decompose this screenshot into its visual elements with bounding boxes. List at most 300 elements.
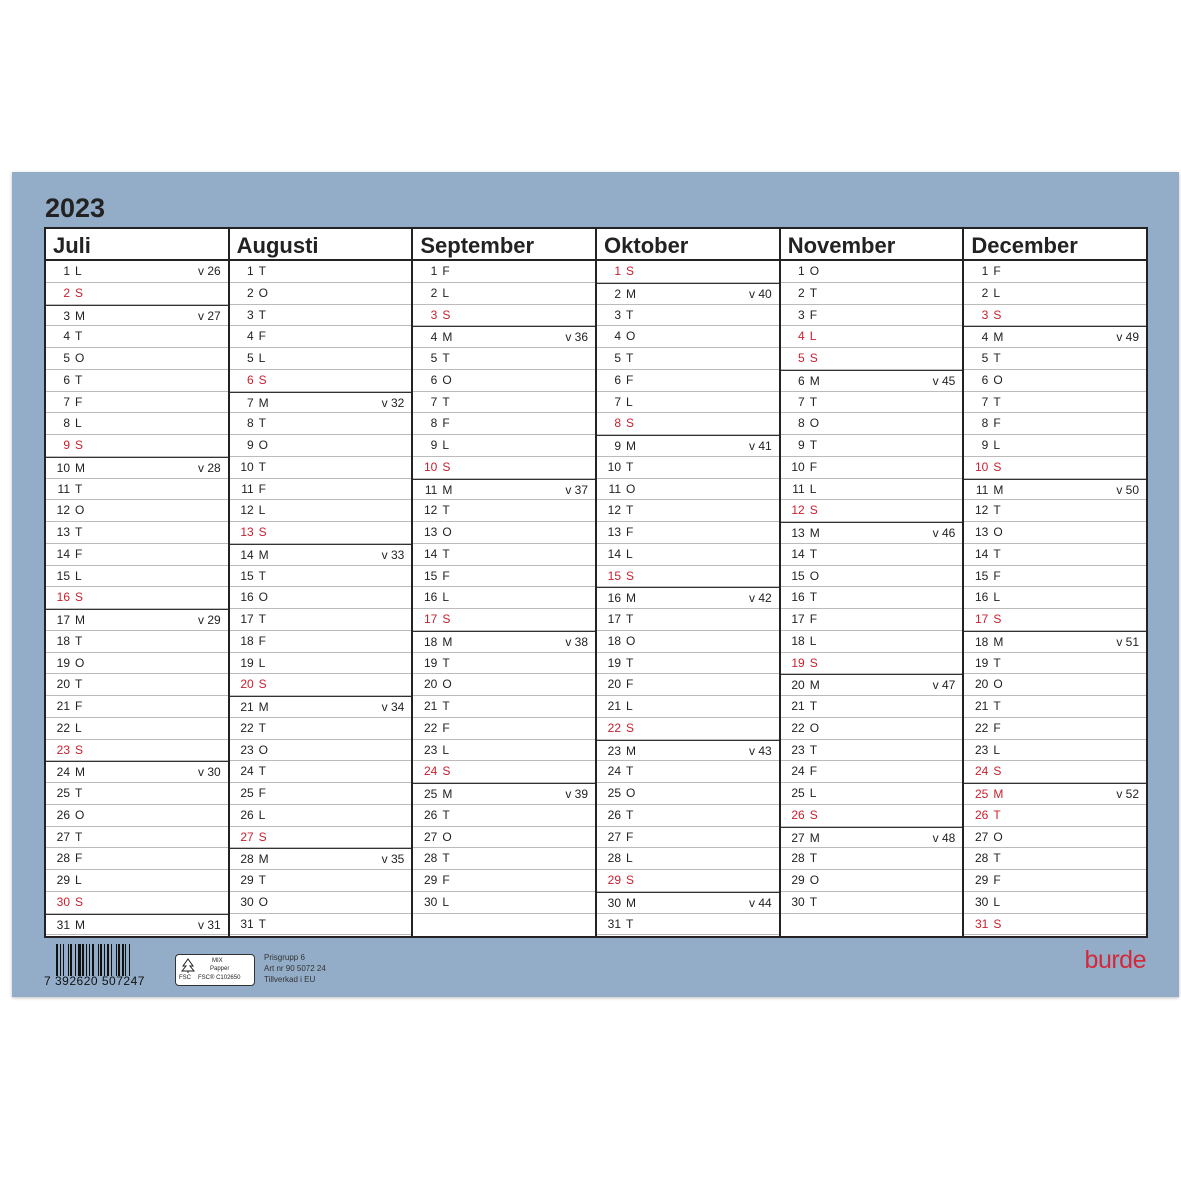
barcode-bar [116, 944, 117, 976]
weekday-letter: T [626, 655, 634, 670]
day-number: 10 [56, 460, 70, 475]
weekday-letter: M [809, 830, 820, 845]
day-row [781, 740, 963, 762]
weekday-letter: F [626, 677, 634, 692]
day-number: 8 [63, 416, 70, 431]
day-number: 21 [791, 699, 805, 713]
day-number: 23 [423, 742, 438, 757]
weekday-letter: L [75, 264, 82, 278]
day-row [781, 653, 963, 675]
weekday-letter: L [626, 394, 633, 409]
day-row [413, 392, 595, 414]
fsc-brand: FSC [179, 975, 191, 981]
weekday-letter: F [809, 764, 818, 779]
weekday-letter: M [258, 395, 269, 410]
day-number: 4 [246, 329, 254, 344]
day-row [781, 370, 963, 392]
weekday-letter: S [75, 590, 84, 605]
week-number: v 27 [197, 308, 221, 323]
day-row [230, 696, 412, 718]
day-row [230, 653, 412, 675]
weekday-letter: S [626, 873, 635, 887]
day-number: 26 [791, 807, 805, 822]
weekday-letter: M [442, 634, 453, 649]
weekday-letter: F [993, 720, 1001, 735]
month-column-oktober [595, 229, 779, 936]
day-number: 28 [240, 852, 254, 867]
weekday-letter: F [75, 699, 83, 713]
day-number: 9 [798, 438, 805, 452]
info-line: Prisgrupp 6 [264, 953, 305, 962]
barcode-bar [104, 944, 105, 976]
day-number: 2 [246, 285, 254, 300]
day-number: 3 [246, 307, 254, 322]
day-row [781, 413, 963, 435]
day-row [964, 261, 1146, 283]
day-row [781, 631, 963, 653]
day-number: 25 [423, 787, 438, 801]
day-number: 7 [63, 394, 70, 409]
day-number: 30 [607, 895, 622, 910]
weekday-letter: M [809, 526, 820, 540]
day-row [46, 500, 228, 522]
day-number: 3 [63, 308, 70, 323]
day-row [230, 718, 412, 740]
day-row [597, 392, 779, 414]
week-number: v 38 [565, 634, 589, 649]
day-number: 3 [798, 307, 805, 322]
day-row [413, 479, 595, 501]
weekday-letter: O [442, 525, 452, 539]
weekday-letter: L [75, 720, 82, 735]
day-row [781, 696, 963, 718]
day-number: 28 [423, 851, 438, 866]
weekday-letter: O [75, 503, 85, 518]
day-number: 20 [607, 677, 622, 692]
weekday-letter: F [75, 394, 83, 409]
day-number: 21 [56, 699, 70, 713]
day-number: 26 [423, 807, 438, 822]
weekday-letter: O [626, 633, 636, 648]
day-row [413, 305, 595, 327]
week-number: v 44 [749, 895, 772, 910]
day-number: 25 [240, 786, 254, 800]
day-row [964, 631, 1146, 653]
day-number: 19 [791, 655, 805, 670]
weekday-letter: M [993, 482, 1004, 497]
month-column-augusti [228, 229, 412, 936]
day-number: 24 [975, 764, 989, 779]
weekday-letter: S [75, 438, 84, 452]
barcode-bar [86, 944, 87, 976]
weekday-letter: M [75, 765, 85, 780]
weekday-letter: M [258, 852, 269, 867]
day-row [46, 370, 228, 392]
day-number: 25 [791, 786, 805, 800]
day-number: 7 [981, 394, 989, 409]
day-row [964, 587, 1146, 609]
day-row [413, 457, 595, 479]
weekday-letter: T [442, 351, 450, 365]
day-row [230, 870, 412, 892]
day-row [413, 740, 595, 762]
day-number: 20 [240, 677, 254, 692]
day-number: 28 [791, 851, 805, 866]
weekday-letter: S [258, 829, 267, 844]
day-row [964, 848, 1146, 870]
weekday-letter: O [993, 372, 1003, 387]
day-row [230, 392, 412, 414]
info-line: Tillverkad i EU [264, 975, 316, 984]
day-number: 17 [607, 612, 622, 626]
fsc-paper: Papper [210, 966, 230, 972]
day-row [781, 457, 963, 479]
day-number: 8 [430, 416, 438, 431]
weekday-letter: S [258, 525, 267, 539]
weekday-letter: T [809, 851, 818, 866]
day-number: 19 [423, 655, 438, 670]
day-number: 29 [607, 873, 622, 887]
day-number: 9 [246, 438, 254, 452]
day-row [597, 370, 779, 392]
day-number: 18 [975, 634, 989, 649]
day-row [413, 544, 595, 566]
day-number: 6 [246, 372, 254, 387]
day-row [964, 870, 1146, 892]
day-number: 12 [56, 503, 70, 518]
month-grid [44, 227, 1148, 938]
fsc-code: FSC® C102650 [198, 975, 241, 981]
day-number: 26 [240, 807, 254, 822]
day-row [964, 827, 1146, 849]
day-row [230, 761, 412, 783]
day-number: 20 [56, 677, 70, 692]
day-number: 12 [975, 503, 989, 518]
day-row [46, 544, 228, 566]
weekday-letter: O [809, 264, 820, 278]
day-row [230, 631, 412, 653]
weekday-letter: T [258, 916, 267, 931]
weekday-letter: T [442, 546, 450, 561]
day-row [781, 479, 963, 501]
day-number: 30 [56, 894, 70, 909]
day-number: 15 [975, 568, 989, 583]
weekday-letter: T [809, 894, 818, 909]
day-number: 15 [240, 568, 254, 583]
weekday-letter: F [442, 720, 450, 735]
day-number: 2 [63, 285, 70, 300]
month-column-juli [46, 229, 228, 936]
day-row [964, 283, 1146, 305]
day-row [413, 609, 595, 631]
weekday-letter: T [75, 677, 83, 692]
weekday-letter: F [993, 568, 1001, 583]
burde-logo: burde [1084, 946, 1146, 974]
weekday-letter: T [809, 438, 818, 452]
week-number: v 33 [381, 547, 405, 562]
month-name: December [964, 229, 1146, 261]
day-row [597, 696, 779, 718]
barcode-bar [122, 944, 124, 976]
weekday-letter: S [75, 742, 84, 757]
day-number: 16 [975, 590, 989, 605]
day-number: 8 [246, 416, 254, 431]
weekday-letter: L [993, 590, 1001, 605]
day-row [230, 848, 412, 870]
week-number: v 29 [197, 613, 221, 627]
barcode [44, 944, 156, 988]
day-number: 7 [798, 394, 805, 409]
day-row [781, 870, 963, 892]
day-number: 1 [614, 264, 622, 278]
week-number: v 28 [197, 460, 221, 475]
weekday-letter: T [809, 590, 818, 605]
day-number: 3 [614, 307, 622, 322]
weekday-letter: S [993, 612, 1002, 626]
day-row [230, 566, 412, 588]
weekday-letter: O [442, 677, 452, 692]
day-number: 8 [798, 416, 805, 431]
day-row [230, 609, 412, 631]
day-row [230, 457, 412, 479]
day-number: 24 [240, 764, 254, 779]
weekday-letter: T [993, 394, 1001, 409]
day-row [964, 305, 1146, 327]
day-number: 11 [608, 481, 622, 496]
day-row [413, 435, 595, 457]
week-number: v 39 [565, 787, 589, 801]
weekday-letter: M [993, 634, 1004, 649]
day-number: 16 [423, 590, 438, 605]
day-number: 5 [246, 351, 254, 365]
week-number: v 46 [932, 526, 956, 540]
day-row [413, 892, 595, 914]
day-row [413, 718, 595, 740]
day-row [597, 326, 779, 348]
day-number: 29 [240, 873, 254, 887]
week-number: v 34 [381, 700, 405, 714]
weekday-letter: T [442, 699, 450, 713]
day-number: 21 [240, 700, 254, 714]
weekday-letter: T [809, 285, 818, 300]
weekday-letter: T [626, 307, 634, 322]
weekday-letter: T [258, 307, 267, 322]
day-row [964, 653, 1146, 675]
day-number: 5 [430, 351, 438, 365]
day-number: 9 [430, 438, 438, 452]
day-number: 17 [975, 612, 989, 626]
day-row [597, 718, 779, 740]
day-number: 27 [975, 829, 989, 844]
day-row [781, 587, 963, 609]
day-row [597, 305, 779, 327]
weekday-letter: T [993, 851, 1001, 866]
weekday-letter: T [442, 807, 450, 822]
weekday-letter: S [75, 894, 84, 909]
weekday-letter: L [993, 742, 1001, 757]
day-row [597, 805, 779, 827]
day-row [964, 544, 1146, 566]
barcode-bar [125, 944, 126, 976]
day-row [964, 761, 1146, 783]
day-number: 17 [791, 612, 805, 626]
day-row [597, 674, 779, 696]
day-row [46, 674, 228, 696]
weekday-letter: F [258, 633, 267, 648]
weekday-letter: S [626, 720, 635, 735]
day-number: 30 [975, 894, 989, 909]
week-number: v 51 [1116, 634, 1140, 649]
weekday-letter: T [442, 655, 450, 670]
day-number: 1 [63, 264, 70, 278]
weekday-letter: F [442, 264, 450, 278]
weekday-letter: O [809, 416, 820, 431]
weekday-letter: S [626, 416, 635, 431]
weekday-letter: O [442, 829, 452, 844]
day-number: 9 [63, 438, 70, 452]
day-row [597, 653, 779, 675]
day-row [46, 566, 228, 588]
weekday-letter: M [809, 678, 820, 693]
barcode-bar [100, 944, 102, 976]
weekday-letter: S [809, 807, 818, 822]
weekday-letter: T [442, 394, 450, 409]
day-number: 19 [975, 655, 989, 670]
weekday-letter: T [809, 546, 818, 561]
day-row [230, 522, 412, 544]
day-row [413, 761, 595, 783]
day-number: 31 [607, 916, 622, 931]
weekday-letter: T [626, 351, 634, 365]
day-number: 6 [63, 372, 70, 387]
day-number: 20 [975, 677, 989, 692]
day-row [46, 348, 228, 370]
day-row [46, 305, 228, 327]
day-number: 21 [423, 699, 438, 713]
weekday-letter: T [75, 633, 83, 648]
weekday-letter: L [442, 590, 450, 605]
weekday-letter: O [993, 829, 1003, 844]
day-row [964, 413, 1146, 435]
day-row [230, 500, 412, 522]
barcode-bar [68, 944, 69, 976]
month-name: Oktober [597, 229, 779, 261]
day-number: 22 [56, 720, 70, 735]
day-number: 14 [56, 546, 70, 561]
day-row [46, 805, 228, 827]
day-row [781, 261, 963, 283]
weekday-letter: T [626, 916, 634, 931]
week-number: v 47 [932, 678, 956, 693]
day-number: 6 [798, 373, 805, 388]
weekday-letter: O [258, 742, 269, 757]
info-line: Art nr 90 5072 24 [264, 964, 326, 973]
day-number: 27 [607, 829, 622, 844]
day-row [413, 500, 595, 522]
day-row [597, 500, 779, 522]
day-number: 26 [56, 807, 70, 822]
weekday-letter: S [993, 307, 1002, 322]
day-number: 2 [981, 285, 989, 300]
day-number: 12 [791, 503, 805, 518]
day-number: 1 [246, 264, 254, 278]
weekday-letter: T [258, 416, 267, 431]
weekday-letter: L [809, 786, 817, 800]
day-number: 18 [240, 633, 254, 648]
day-number: 1 [981, 264, 989, 278]
day-row [230, 413, 412, 435]
day-number: 9 [614, 439, 622, 453]
weekday-letter: S [993, 764, 1002, 779]
weekday-letter: O [258, 285, 269, 300]
day-row [597, 566, 779, 588]
fsc-mix: MIX [212, 958, 223, 964]
weekday-letter: M [258, 700, 269, 714]
day-row [781, 718, 963, 740]
day-row [413, 870, 595, 892]
week-number: v 37 [565, 482, 589, 497]
day-number: 28 [975, 851, 989, 866]
day-number: 27 [240, 829, 254, 844]
day-number: 11 [975, 482, 989, 497]
weekday-letter: O [626, 481, 636, 496]
day-number: 28 [56, 851, 70, 866]
day-number: 3 [430, 307, 438, 322]
weekday-letter: S [442, 307, 451, 322]
day-row [964, 805, 1146, 827]
day-row [964, 479, 1146, 501]
day-number: 4 [63, 329, 70, 344]
day-row [964, 718, 1146, 740]
day-number: 16 [607, 591, 622, 606]
day-row [597, 740, 779, 762]
day-row [230, 479, 412, 501]
barcode-bar [75, 944, 76, 976]
day-number: 2 [430, 285, 438, 300]
weekday-letter: T [75, 372, 83, 387]
day-row [781, 783, 963, 805]
day-number: 23 [791, 742, 805, 757]
day-number: 9 [981, 438, 989, 452]
week-number: v 40 [749, 286, 772, 301]
weekday-letter: T [258, 720, 267, 735]
day-number: 30 [240, 894, 254, 909]
weekday-letter: F [442, 873, 450, 887]
day-row [597, 761, 779, 783]
day-row [230, 261, 412, 283]
weekday-letter: T [75, 481, 83, 496]
day-number: 5 [981, 351, 989, 365]
day-row [781, 566, 963, 588]
weekday-letter: L [626, 546, 633, 561]
day-number: 6 [614, 372, 622, 387]
month-name: Juli [46, 229, 228, 261]
day-number: 7 [246, 395, 254, 410]
barcode-number: 7 392620 507247 [44, 974, 145, 988]
day-number: 16 [791, 590, 805, 605]
weekday-letter: M [75, 308, 85, 323]
day-number: 31 [56, 917, 70, 932]
weekday-letter: F [75, 546, 83, 561]
weekday-letter: L [993, 894, 1001, 909]
weekday-letter: T [626, 503, 634, 518]
day-row [964, 740, 1146, 762]
day-row [964, 674, 1146, 696]
day-row [46, 283, 228, 305]
day-row [230, 587, 412, 609]
weekday-letter: F [75, 851, 83, 866]
day-row [46, 761, 228, 783]
